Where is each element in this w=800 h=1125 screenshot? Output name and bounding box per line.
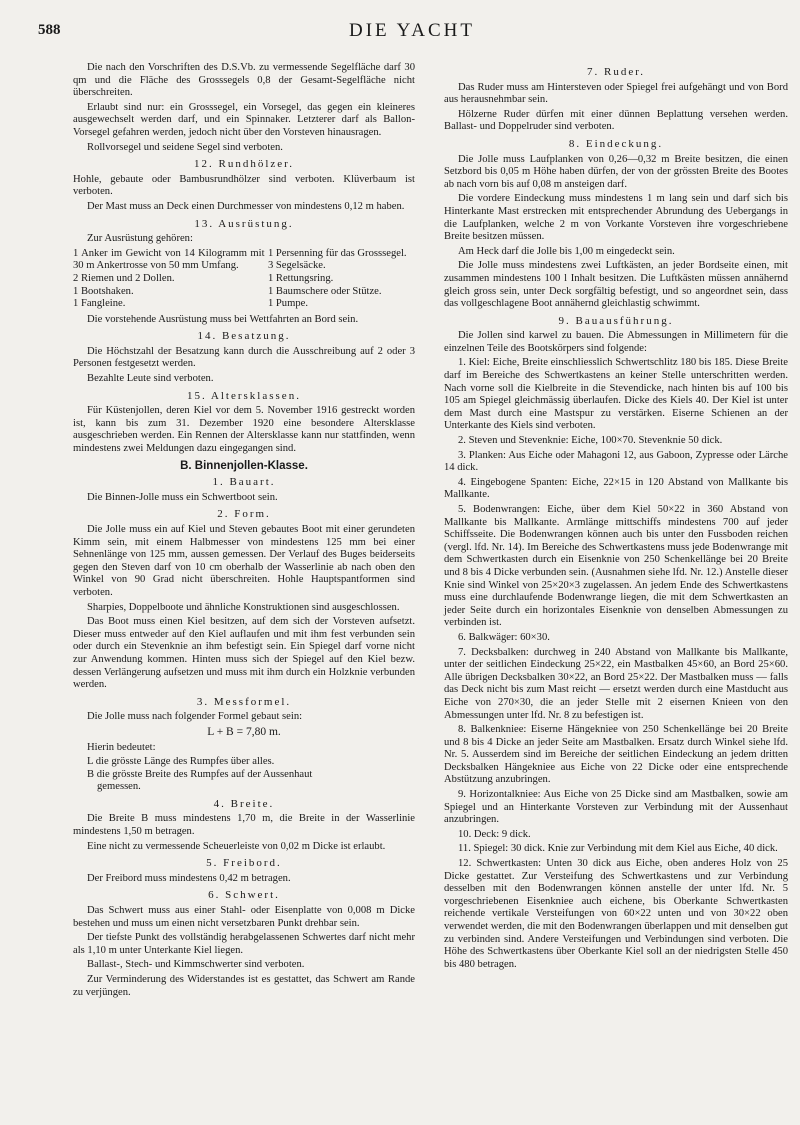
legend-line: L die grösste Länge des Rumpfes über alles. [87,756,275,768]
paragraph: Die vorstehende Ausrüstung muss bei Wettfahrten an Bord sein. [87,313,359,325]
list-item: 1 Anker im Gewicht von 14 Kilogramm mit 30 m Ankertrosse von 50 mm Umfang. [73,247,265,272]
paragraph: Sharpies, Doppelboote und ähnliche Konstruktionen sind ausgeschlossen. [87,601,400,613]
paragraph: Das Ruder muss am Hintersteven oder Spiegel frei aufgehängt und von Bord aus herausnehmbar sein. [444,81,788,106]
paragraph: Die vordere Eindeckung muss mindestens 1 m lang sein und darf sich bis Hinterkante Mast erstrecken mit entsprechender Abrundung des Uebergangs in die Laufplanken, welche 2 m von Vorkante Vorsteven ihre vorgeschriebene Breite besitzen müssen. [444,193,788,243]
paragraph: Die nach den Vorschriften des D.S.Vb. zu vermessende Segelfläche darf 30 qm und die Fläche des Grosssegels 0,8 der Gesamt-Segelfläche nicht überschreiten. [73,62,415,99]
spec-item: 9. Horizontalkniee: Aus Eiche von 25 Dicke sind am Mastbalken, sowie am Spiegel und an Hinterkante Vorsteven zur Verbindung mit der Aussenhaut anzubringen. [444,789,788,826]
formula: L + B = 7,80 m. [207,725,281,738]
paragraph: Die Jollen sind karwel zu bauen. Die Abmessungen in Millimetern für die einzelnen Teile des Bootskörpers sind folgende: [444,330,788,354]
list-item: 3 Segelsäcke. [267,260,326,272]
paragraph: Für Küstenjollen, deren Kiel vor dem 5. November 1916 gestreckt worden ist, kann bis zum 31. Dezember 1920 eine besondere Altersklasse ausgeschrieben werden. Ein Rennen der Altersklasse kann nur stattfinden, wenn mindestens zwei Meldungen dazu eingegangen sind. [73,405,415,455]
page-number: 588 [38,22,61,38]
paragraph: Bezahlte Leute sind verboten. [87,373,214,385]
paragraph: Hohle, gebaute oder Bambusrundhölzer sind verboten. Klüverbaum ist verboten. [73,173,415,198]
section-heading: 9. Bauausführung. [558,314,674,327]
paragraph: Zur Verminderung des Widerstandes ist es gestattet, das Schwert am Rande zu verjüngen. [73,974,415,998]
section-heading: 3. Messformel. [196,695,292,708]
spec-item: 6. Balkwäger: 60×30. [458,631,550,643]
paragraph: Der Freibord muss mindestens 0,42 m betragen. [87,872,291,884]
spec-item: 8. Balkenkniee: Eiserne Hängekniee von 250 Schenkellänge bei 20 Breite und 8 bis 4 Dicke an jeder Seite am Mastbalken. Ersatz durch Winkel siehe lfd. Nr. 5. Ausserdem sind im Bereiche der seitlichen Eindeckung an jedem dritten Decksbalken Hängekniee aus Eiche von 22 Dicke oder eine entsprechende Abstützung anzubringen. [444,724,788,786]
spec-item: 7. Decksbalken: durchweg in 240 Abstand von Mallkante bis Mallkante, unter der seitlichen Eindeckung 25×22, ein Mastbalken 45×60, an Bord 25×60. Alle übrigen Decksbalken 30×22, an Bord 25×22. Der Mastbalken muss — falls das Deck nicht bis zum Mast reicht — ersetzt werden durch eine Mastducht aus Eiche von 270×30, die an jeder Stelle mit 2 eisernen Knieen von den Abmessungen unter lfd. Nr. 8 zu befestigen ist. [444,646,788,721]
equipment-list [73,248,415,311]
class-heading: B. Binnenjollen-Klasse. [180,459,308,472]
right-column [444,62,788,973]
spec-item: 1. Kiel: Eiche, Breite einschliesslich Schwertschlitz 180 bis 185. Diese Breite darf im Bereiche des Schwertkastens an keiner Stelle unterschritten werden. Nach vorne soll die Kielbreite in die Stevendicke, nach hinten bis auf 100 bis 105 am Spiegel gleichmässig überlaufen. Dicke des Kiels 40. Der Kiel ist unter dem Mast durch eine Mastspur zu verstärken. Eiserne Schienen an der Unterkante des Kiels sind verboten. [444,357,788,432]
spec-item: 4. Eingebogene Spanten: Eiche, 22×15 in 120 Abstand von Mallkante bis Mallkante. [444,476,788,501]
section-heading: 15. Altersklassen. [187,389,301,402]
paragraph: Der Mast muss an Deck einen Durchmesser von mindestens 0,12 m haben. [87,200,405,212]
section-heading: 5. Freibord. [206,857,282,870]
spec-item: 12. Schwertkasten: Unten 30 dick aus Eiche, oben anderes Holz von 25 Dicke gestattet. Zur Versteifung des Schwertkastens und zur Verbindung desselben mit den Bodenwrangen können anstelle der unter lfd. Nr. 5 vorgeschriebenen Eisenkniee auch eichene, bis Oberkante Schwertkasten reichende vertikale Versteifungen von 60×22 unten und von 30×22 oben verwendet werden, die mit den Bodenwrangen überlappen und mit denselben gut zu verbinden sind. Andere Versteifungen und Verbindungen sind verboten. Die Höhe des Schwertkastens über Oberkante Kiel soll an der niedrigsten Stelle 450 bis 480 betragen. [444,858,788,970]
spec-item: 11. Spiegel: 30 dick. Knie zur Verbindung mit dem Kiel aus Eiche, 40 dick. [458,843,778,855]
paragraph: Die Höchstzahl der Besatzung kann durch die Ausschreibung auf 2 oder 3 Personen festgesetzt werden. [73,345,415,370]
paragraph: Die Jolle muss Laufplanken von 0,26—0,32 m Breite besitzen, die einen Setzbord bis 0,05 m Höhe haben dürfen, der von der grössten Breite des Bootes ab nach vorn bis auf 0,08 m ansteigen darf. [444,153,788,190]
paragraph: Hölzerne Ruder dürfen mit einer dünnen Beplattung versehen werden. Ballast- und Doppelruder sind verboten. [444,108,788,133]
paragraph: Am Heck darf die Jolle bis 1,00 m eingedeckt sein. [458,245,675,257]
paragraph: Die Jolle muss nach folgender Formel gebaut sein: [87,711,303,723]
left-column [73,62,415,1001]
list-item: 1 Pumpe. [267,298,308,310]
spec-item: 10. Deck: 9 dick. [458,828,531,840]
magazine-title: DIE YACHT [348,20,476,41]
paragraph: Die Jolle muss mindestens zwei Luftkästen, an jeder Bordseite einen, mit zusammen mindestens 100 l Inhalt besitzen. Die Luftkästen müssen annähernd gleich gross sein, unter Deck sorgfältig befestigt, und so angeordnet sein, dass das vollgeschlagene Boot annähernd gleichlastig schwimmt. [444,260,788,310]
section-heading: 7. Ruder. [586,66,646,78]
paragraph: Das Boot muss einen Kiel besitzen, auf dem sich der Vorsteven aufsetzt. Dieser muss entweder auf den Kiel auflaufen und mit ihm fest verbunden sein oder durch ein Stevenknie an ihm befestigt sein. Ein Spiegel darf vorne nicht zur Anwendung kommen. Hinten muss sich der Spiegel auf den Kiel bezw. dessen Verlängerung aufsetzen und muss mit ihm durch ein Holzknie verbunden werden. [73,616,415,691]
list-item: 1 Fangleine. [73,298,126,310]
section-heading: 1. Bauart. [212,476,276,489]
paragraph: Hierin bedeutet: [87,741,156,753]
paragraph: Zur Ausrüstung gehören: [87,233,193,245]
section-heading: 13. Ausrüstung. [194,217,294,230]
paragraph: Der tiefste Punkt des vollständig herabgelassenen Schwertes darf nicht mehr als 1,10 m unter Unterkante Kiel liegen. [73,932,415,956]
list-item: 2 Riemen und 2 Dollen. [73,272,175,284]
section-heading: 14. Besatzung. [197,330,291,343]
spec-item: 3. Planken: Aus Eiche oder Mahagoni 12, aus Gaboon, Zypresse oder Lärche 14 dick. [444,449,788,474]
paragraph: Die Binnen-Jolle muss ein Schwertboot sein. [87,491,278,503]
paragraph: Rollvorsegel und seidene Segel sind verboten. [87,141,283,153]
section-heading: 12. Rundhölzer. [194,158,294,171]
section-heading: 4. Breite. [213,797,275,810]
paragraph: Die Breite B muss mindestens 1,70 m, die Breite in der Wasserlinie mindestens 1,50 m betragen. [73,813,415,838]
formula-legend [87,756,415,794]
page-header [38,22,786,48]
paragraph: Erlaubt sind nur: ein Grosssegel, ein Vorsegel, das gegen ein kleineres ausgewechselt werden darf, und ein Spinnaker. Letzterer darf als Ballon-Vorsegel gefahren werden, jedoch nicht über den Vorsteven hinausragen. [73,101,415,138]
paragraph: Die Jolle muss ein auf Kiel und Steven gebautes Boot mit einer gerundeten Kimm sein, mit einem Halbmesser von mindestens 125 mm bei einer Sehnenlänge von 125 mm, aussen gemessen. Der Verlauf des Buges beiderseits gegen den Steven darf von 10 cm oberhalb der Wasserlinie ab nach oben den Winkel von 90 Grad nicht überschreiten. Hohle Hauptspantformen sind verboten. [73,524,415,598]
paragraph: Das Schwert muss aus einer Stahl- oder Eisenplatte von 0,008 m Dicke bestehen und muss um einen nicht versetzbaren Punkt drehbar sein. [73,905,415,929]
paragraph: Eine nicht zu vermessende Scheuerleiste von 0,02 m Dicke ist erlaubt. [87,840,386,852]
legend-line: B die grösste Breite des Rumpfes auf der Aussenhaut [87,768,313,780]
section-heading: 2. Form. [217,508,271,521]
list-item: 1 Bootshaken. [73,285,134,297]
spec-item: 5. Bodenwrangen: Eiche, über dem Kiel 50×22 in 360 Abstand von Mallkante bis Mallkante. Armlänge mittschiffs mindestens 700 auf jeder Schiffsseite. Die Bodenwrangen können auch bis unter den Fussboden reichen (vergl. lfd. Nr. 14). Im Bereiche des Schwertkastens muss jede Bodenwrange mit dem Schwertkasten durch ein Eisenknie von 250 Schenkellänge bei 20 Breite und 8 bis 4 Dicke verbunden sein. (Ausnahmen siehe lfd. Nr. 12.) Anstelle dieser Knie sind Winkel von 25×20×3 zugelassen. An jedem Ende des Schwertkastens muss eine durchlaufende Bodenwrange liegen, die mit dem Schwertkasten an jeder Seite durch ein horizontales Eisenknie von denselben Abmessungen zu verbinden ist. [444,504,788,629]
paragraph: Ballast-, Stech- und Kimmschwerter sind verboten. [87,959,305,971]
spec-item: 2. Steven und Stevenknie: Eiche, 100×70. Stevenknie 50 dick. [458,435,723,447]
legend-line: gemessen. [97,781,141,793]
section-heading: 8. Eindeckung. [568,137,664,150]
list-item: 1 Persenning für das Grosssegel. [267,247,407,259]
list-item: 1 Rettungsring. [267,272,334,284]
list-item: 1 Baumschere oder Stütze. [267,285,382,297]
section-heading: 6. Schwert. [208,889,280,902]
